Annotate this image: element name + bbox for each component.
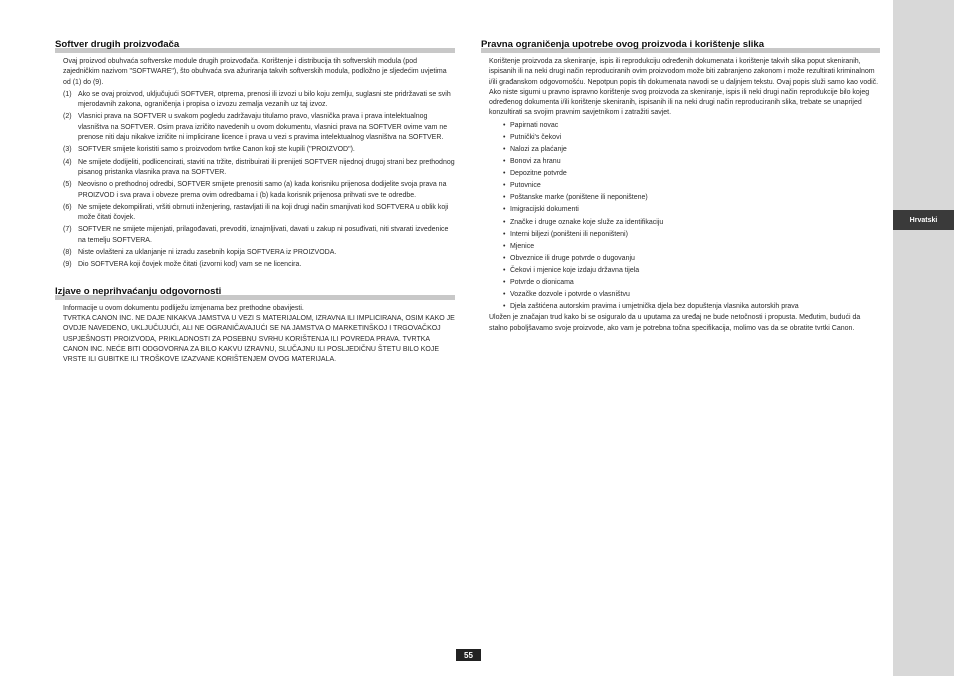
bullet-icon: • bbox=[503, 242, 506, 250]
restricted-document-label: Vozačke dozvole i potvrde o vlasništvu bbox=[510, 291, 630, 299]
bullet-icon: • bbox=[503, 182, 506, 190]
condition-text: Neovisno o prethodnoj odredbi, SOFTVER smijete prenositi samo (a) kada korisniku prijenosa dodijelite svoja prava na PROIZVOD i sva prava i obveze prema ovim odredbama i (b) kada korisnik prijenosa prihvati sve te odredbe. bbox=[78, 181, 447, 199]
restricted-document-label: Obveznice ili druge potvrde o dugovanju bbox=[510, 254, 635, 262]
restricted-document-label: Poštanske marke (poništene ili neponištene) bbox=[510, 194, 648, 202]
condition-number: (4) bbox=[63, 158, 72, 166]
restricted-document-item bbox=[481, 120, 880, 132]
restricted-document-label: Putnički's čekovi bbox=[510, 133, 562, 141]
license-condition-item bbox=[55, 248, 455, 258]
legal-closing: Uložen je značajan trud kako bi se osiguralo da u uputama za uređaj ne bude netočnosti i propusta. Međutim, budući da stalno poboljšavamo svoje proizvode, ako vam je potrebna točna specifikacija, molimo vas da se obratite tvrtki Canon. bbox=[489, 314, 861, 332]
restricted-document-item bbox=[481, 301, 880, 313]
condition-text: Niste ovlašteni za uklanjanje ni izradu zasebnih kopija SOFTVERA iz PROIZVODA. bbox=[78, 249, 337, 257]
restricted-document-item bbox=[481, 217, 880, 229]
license-condition-item bbox=[55, 260, 455, 270]
license-condition-item bbox=[55, 225, 455, 246]
bullet-icon: • bbox=[503, 266, 506, 274]
restricted-document-label: Čekovi i mjenice koje izdaju državna tijela bbox=[510, 266, 640, 274]
bullet-icon: • bbox=[503, 230, 506, 238]
disclaimer-intro: Informacije u ovom dokumentu podliježu izmjenama bez prethodne obavijesti. bbox=[63, 304, 304, 312]
restricted-document-item bbox=[481, 277, 880, 289]
condition-text: Ne smijete dekompilirati, vršiti obrnuti inženjering, rastavljati ili na koji drugi način smanjivati kod SOFTVERA u oblik koji može čitati čovjek. bbox=[78, 203, 449, 222]
license-condition-item bbox=[55, 112, 455, 143]
bullet-icon: • bbox=[503, 291, 506, 299]
restricted-document-label: Papirnati novac bbox=[510, 121, 559, 129]
condition-text: Ne smijete dodijeliti, podlicencirati, staviti na tržite, distribuirati ili prenijeti SOFTVER nijednoj drugoj strani bez prethodnog pisanog pristanka vlasnika prava na SOFTVER. bbox=[78, 158, 455, 176]
restricted-document-item bbox=[481, 144, 880, 156]
section-heading-legal-limitations: Pravna ograničenja upotrebe ovog proizvoda i korištenje slika bbox=[481, 37, 880, 53]
bullet-icon: • bbox=[503, 145, 506, 153]
restricted-document-item bbox=[481, 265, 880, 277]
restricted-document-item bbox=[481, 168, 880, 180]
third-party-intro: Ovaj proizvod obuhvaća softverske module drugih proizvođača. Korištenje i distribucija tih softverskih modula (pod zajedničkim nazivom "SOFTWARE"), što obuhvaća sva ažuriranja takvih softverskih modula, podložno je sljedećim uvjetima od (1) do (9). bbox=[63, 58, 447, 86]
bullet-icon: • bbox=[503, 194, 506, 202]
restricted-document-item bbox=[481, 156, 880, 168]
legal-intro: Korištenje proizvoda za skeniranje, ispis ili reprodukciju određenih dokumenata i korištenje takvih slika poput skeniranih, ispisanih ili na neki drugi način reproduciranih ovim proizvodom može biti zabranjeno zakonom i može rezultirati kriminalnom i/ili građanskom odgovornošću. Nepotpun popis tih dokumenata navodi se u daljnjem tekstu. Ovaj popis služi samo kao vodič. Ako niste sigurni u pravno ispravno korištenje svog proizvoda za skeniranje, ispis ili neki drugi način reprodukcije bilo kojeg određenog dokumenta i/ili korištenje skeniranih, ispisanih ili na neki drugi način reproduciranih slika, trebate se unaprijed konzultirati sa svojim pravnim savjetnikom i zatražiti savjet. bbox=[489, 58, 879, 117]
restricted-document-label: Interni biljezi (poništeni ili neponišteni) bbox=[510, 230, 628, 238]
condition-number: (8) bbox=[63, 249, 72, 257]
disclaimer-body: TVRTKA CANON INC. NE DAJE NIKAKVA JAMSTVA U VEZI S MATERIJALOM, IZRAVNA ILI IMPLICIRANA, OSIM KAKO JE OVDJE NAVEDENO, UKLJUČUJUĆI, ALI NE OGRANIČAVAJUĆI SE NA JAMSTVA O MARKETINŠKOJ I TRGOVAČKOJ USPJEŠNOSTI PROIZVODA, PRIKLADNOSTI ZA POSEBNU SVRHU KORIŠTENJA ILI POVREDA PRAVA. TVRTKA CANON INC. NEĆE BITI ODGOVORNA ZA BILO KAKVU IZRAVNU, SLUČAJNU ILI POSLJEDIČNU ŠTETU BILO KOJE VRSTE ILI GUBITKE ILI TROŠKOVE IZAZVANE KORIŠTENJEM OVOG MATERIJALA. bbox=[63, 314, 455, 364]
restricted-document-item bbox=[481, 289, 880, 301]
restricted-document-label: Imigracijski dokumenti bbox=[510, 206, 579, 214]
restricted-documents-list bbox=[481, 120, 880, 314]
condition-number: (2) bbox=[63, 113, 72, 121]
condition-text: Ako se ovaj proizvod, uključujući SOFTVER, otprema, prenosi ili izvozi u bilo koju zemlju, suglasni ste pridržavati se svih mjerodavnih zakona, ograničenja i propisa o izvozu zemalja vezanih uz taj izvoz. bbox=[78, 90, 451, 109]
license-condition-item bbox=[55, 90, 455, 111]
license-conditions-list bbox=[55, 90, 455, 271]
license-condition-item bbox=[55, 203, 455, 224]
bullet-icon: • bbox=[503, 133, 506, 141]
bullet-icon: • bbox=[503, 303, 506, 311]
restricted-document-label: Potvrde o dionicama bbox=[510, 279, 574, 286]
condition-text: Vlasnici prava na SOFTVER u svakom pogledu zadržavaju titularno pravo, vlasnička prava i prava intelektualnog vlasništva na SOFTVER. Osim prava izričito navedenih u ovom dokumentu, vlasnici prava na SOFTVER ovime vam ne prenose niti daju nikakve izričite ni implicirane licence i prava u vezi s pravima intelektualnog vlasništva na SOFTVER. bbox=[78, 113, 448, 142]
restricted-document-label: Značke i druge oznake koje služe za identifikaciju bbox=[510, 218, 664, 226]
restricted-document-item bbox=[481, 241, 880, 253]
right-column bbox=[481, 37, 880, 334]
language-tab: Hrvatski bbox=[893, 210, 954, 230]
license-condition-item bbox=[55, 158, 455, 179]
license-condition-item bbox=[55, 180, 455, 201]
bullet-icon: • bbox=[503, 279, 506, 286]
restricted-document-item bbox=[481, 253, 880, 265]
section-heading-third-party-software: Softver drugih proizvođača bbox=[55, 37, 455, 53]
section-heading-disclaimer: Izjave o neprihvaćanju odgovornosti bbox=[55, 284, 455, 300]
restricted-document-label: Putovnice bbox=[510, 182, 541, 190]
condition-text: Dio SOFTVERA koji čovjek može čitati (izvorni kod) vam se ne licencira. bbox=[78, 261, 302, 269]
restricted-document-item bbox=[481, 180, 880, 192]
left-column bbox=[55, 37, 455, 365]
page-number: 55 bbox=[456, 649, 481, 661]
restricted-document-item bbox=[481, 229, 880, 241]
condition-number: (6) bbox=[63, 203, 72, 211]
restricted-document-label: Nalozi za plaćanje bbox=[510, 145, 567, 153]
condition-number: (9) bbox=[63, 261, 72, 269]
condition-number: (7) bbox=[63, 226, 72, 234]
bullet-icon: • bbox=[503, 170, 506, 178]
condition-number: (3) bbox=[63, 146, 72, 154]
restricted-document-label: Bonovi za hranu bbox=[510, 158, 561, 166]
bullet-icon: • bbox=[503, 254, 506, 262]
condition-text: SOFTVER smijete koristiti samo s proizvodom tvrtke Canon koji ste kupili ("PROIZVOD"). bbox=[78, 146, 355, 154]
license-condition-item bbox=[55, 145, 455, 155]
bullet-icon: • bbox=[503, 158, 506, 166]
sidebar bbox=[893, 0, 954, 676]
condition-text: SOFTVER ne smijete mijenjati, prilagođavati, prevoditi, iznajmljivati, davati u zakup ni posuđivati, niti stvarati izvedenice na temelju SOFTVERA. bbox=[78, 226, 449, 244]
restricted-document-label: Depozitne potvrde bbox=[510, 170, 567, 178]
bullet-icon: • bbox=[503, 121, 506, 129]
restricted-document-item bbox=[481, 192, 880, 204]
condition-number: (5) bbox=[63, 181, 72, 189]
bullet-icon: • bbox=[503, 206, 506, 214]
bullet-icon: • bbox=[503, 218, 506, 226]
restricted-document-label: Djela zaštićena autorskim pravima i umjetnička djela bez dopuštenja vlasnika autorskih prava bbox=[510, 303, 799, 311]
restricted-document-item bbox=[481, 204, 880, 216]
restricted-document-item bbox=[481, 132, 880, 144]
restricted-document-label: Mjenice bbox=[510, 242, 535, 250]
condition-number: (1) bbox=[63, 90, 72, 98]
